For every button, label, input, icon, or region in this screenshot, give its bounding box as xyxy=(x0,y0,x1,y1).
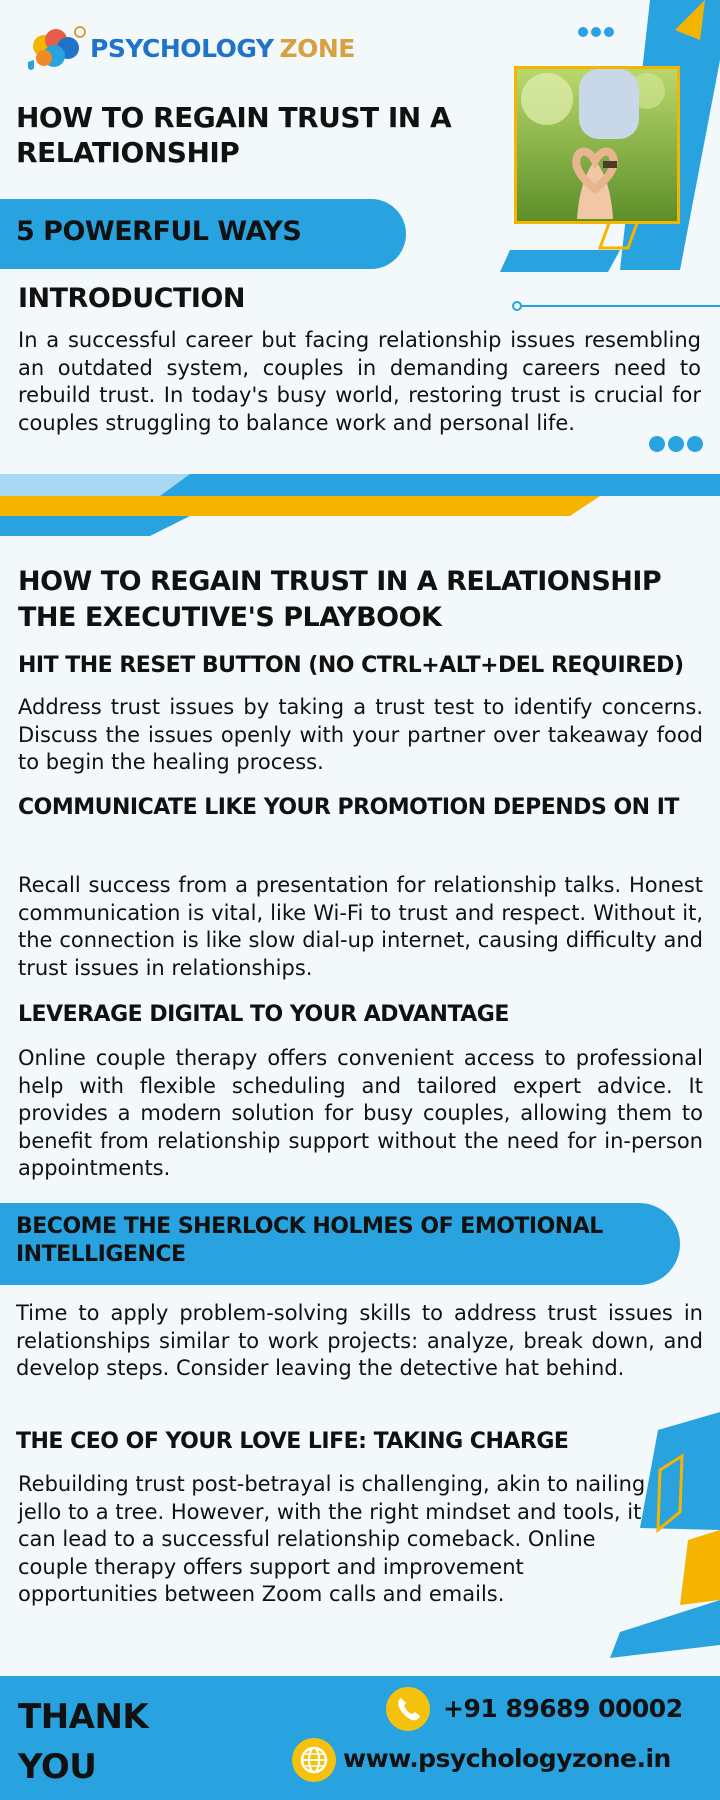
website-link[interactable]: www.psychologyzone.in xyxy=(343,1744,671,1773)
intro-heading: INTRODUCTION xyxy=(18,283,245,314)
section-heading-ceo: THE CEO OF YOUR LOVE LIFE: TAKING CHARGE xyxy=(16,1429,569,1454)
phone-number[interactable]: +91 89689 00002 xyxy=(443,1694,683,1723)
section-heading-reset: HIT THE RESET BUTTON (NO CTRL+ALT+DEL REQUIRED) xyxy=(18,653,684,678)
thank-you-text: THANK YOU xyxy=(18,1697,149,1787)
globe-icon xyxy=(292,1738,336,1782)
brand-name-part2: ZONE xyxy=(279,34,355,63)
section-text-ceo: Rebuilding trust post-betrayal is challenging, akin to nailing jello to a tree. However, with the right mindset and tools, it can lead to a successful relationship comeback. Online couple therapy offers support and improvement opportunities between Zoom calls and emails. xyxy=(18,1472,646,1606)
stripe-divider xyxy=(0,470,720,540)
section-heading-digital: LEVERAGE DIGITAL TO YOUR ADVANTAGE xyxy=(18,1002,509,1027)
section-text-sherlock: Time to apply problem-solving skills to address trust issues in relationships similar to work projects: analyze, break down, and develop steps. Consider leaving the detective hat behind. xyxy=(16,1301,703,1380)
section-text-reset: Address trust issues by taking a trust test to identify concerns. Discuss the issues openly with your partner over takeaway food to begin the healing process. xyxy=(18,695,703,774)
brand-name-part1: PSYCHOLOGY xyxy=(90,34,274,63)
banner-text: 5 POWERFUL WAYS xyxy=(16,216,302,247)
intro-text: In a successful career but facing relationship issues resembling an outdated system, couples in demanding careers need to rebuild trust. In today's busy world, restoring trust is crucial for couples struggling to balance work and personal life. xyxy=(18,328,701,435)
dots-decoration xyxy=(648,434,704,454)
section-heading-sherlock: BECOME THE SHERLOCK HOLMES OF EMOTIONAL INTELLIGENCE xyxy=(16,1214,603,1267)
section-text-digital: Online couple therapy offers convenient access to professional help with flexible scheduling and tailored expert advice. It provides a modern solution for busy couples, allowing them to benefit from relationship support without the need for in-person appointments. xyxy=(18,1046,703,1180)
brand-logo[interactable] xyxy=(90,34,355,63)
section-heading-communicate: COMMUNICATE LIKE YOUR PROMOTION DEPENDS ON IT xyxy=(18,795,679,820)
hands-heart-photo xyxy=(514,66,680,224)
page-title: HOW TO REGAIN TRUST IN A RELATIONSHIP xyxy=(16,101,452,169)
divider-line-decoration xyxy=(510,298,720,314)
section-text-communicate: Recall success from a presentation for relationship talks. Honest communication is vital, like Wi-Fi to trust and respect. Without it, the connection is like slow dial-up internet, causing difficulty and trust issues in relationships. xyxy=(18,873,703,980)
brain-icon xyxy=(24,24,86,74)
playbook-title: HOW TO REGAIN TRUST IN A RELATIONSHIP THE EXECUTIVE'S PLAYBOOK xyxy=(18,566,662,633)
phone-icon xyxy=(386,1687,430,1731)
